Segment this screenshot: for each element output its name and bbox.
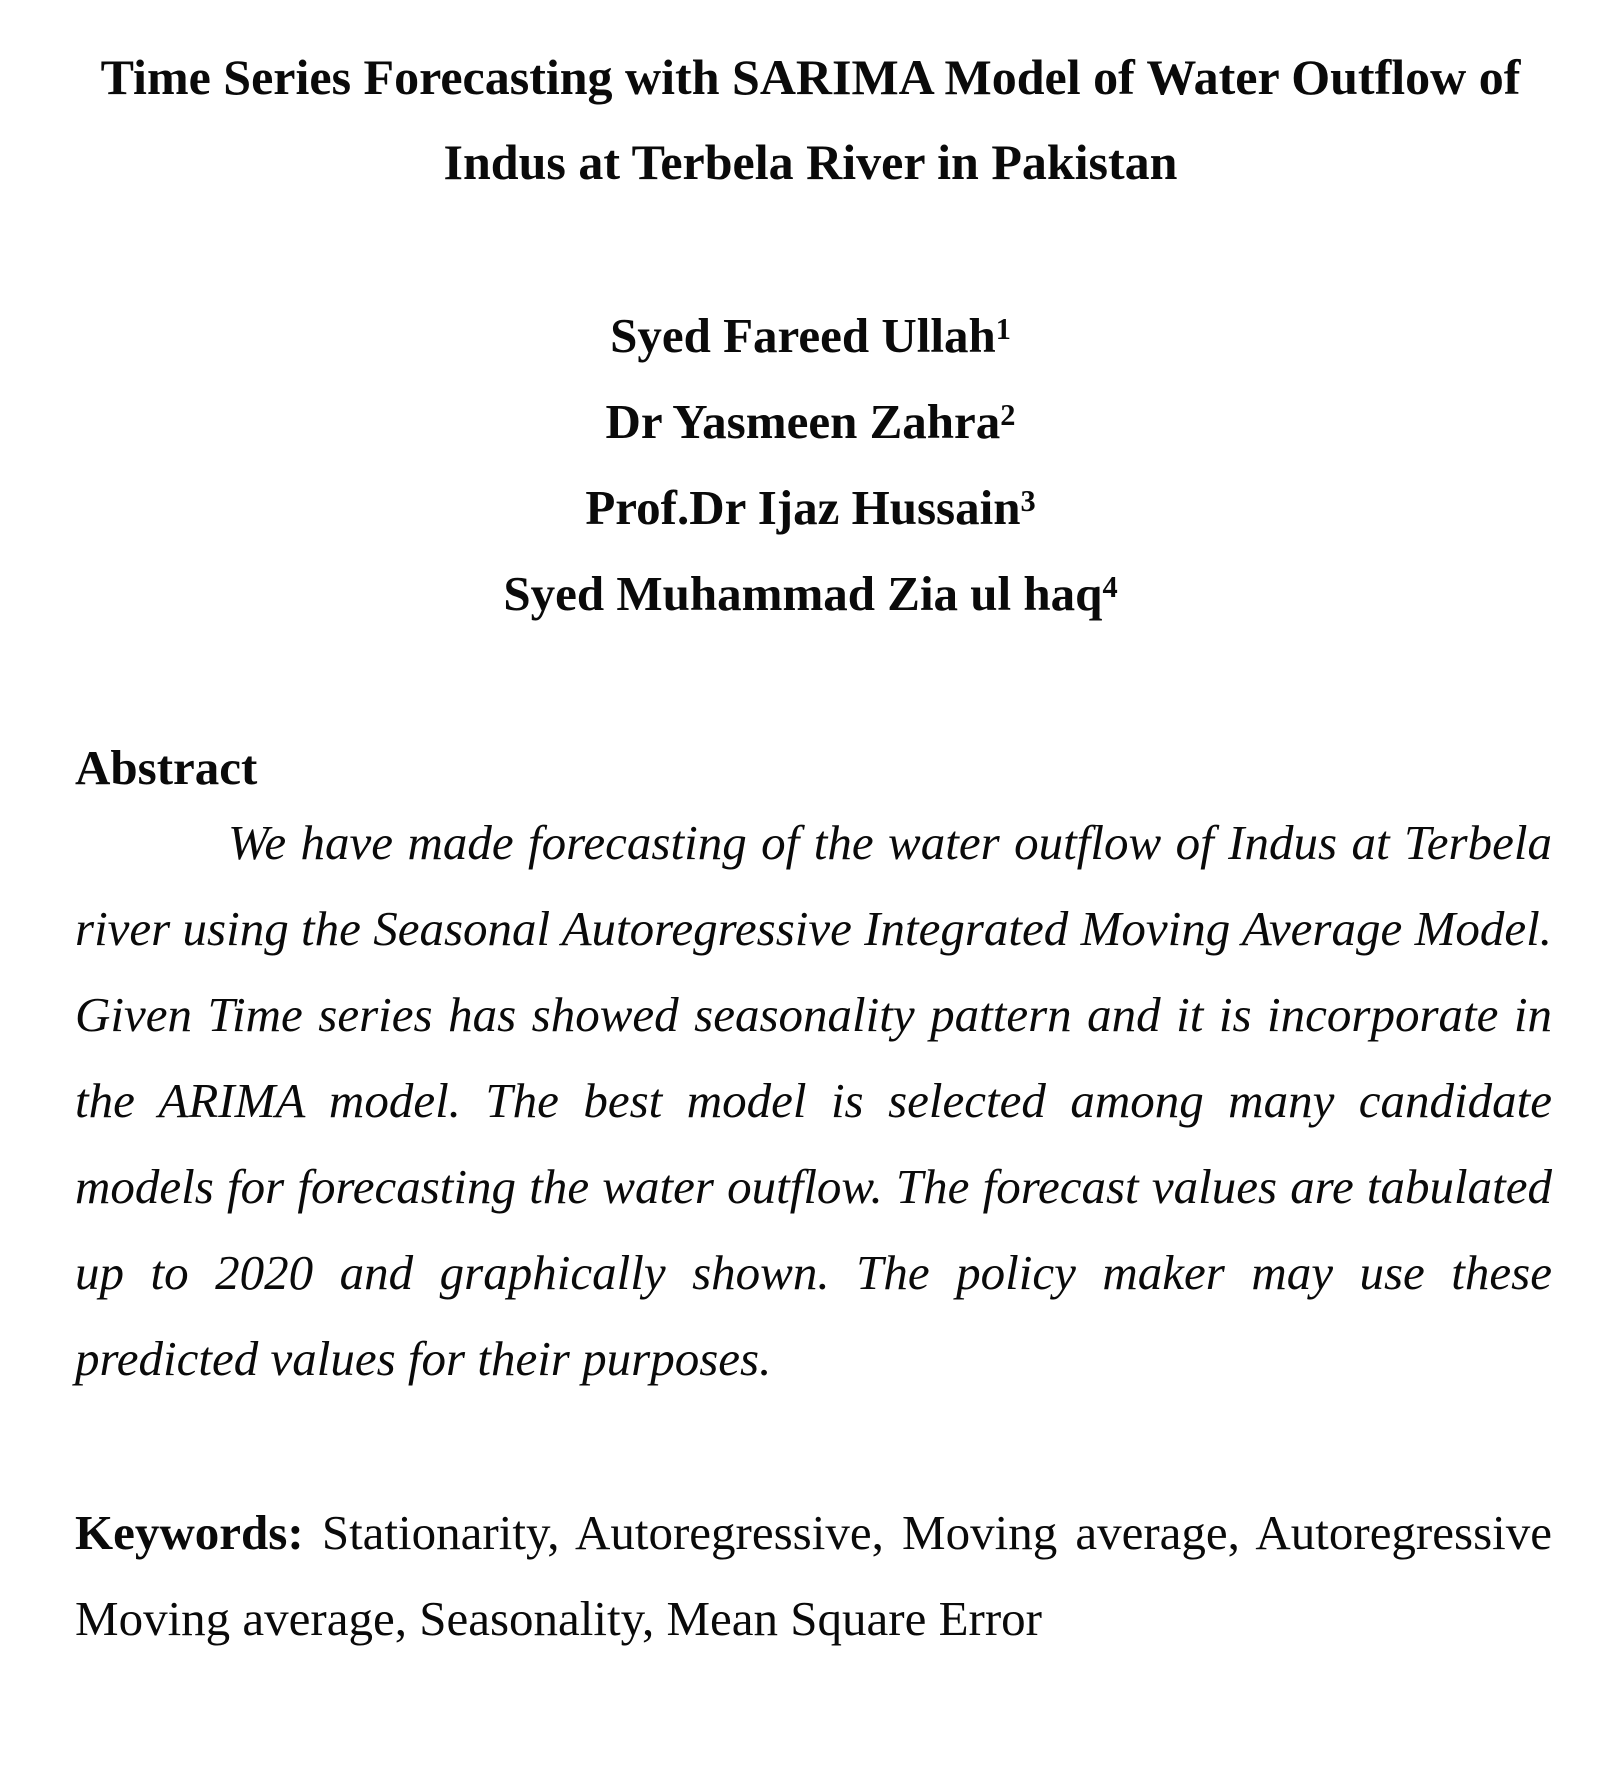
abstract-heading: Abstract bbox=[75, 740, 258, 795]
keywords-label: Keywords: bbox=[75, 1505, 304, 1560]
author-name: Dr Yasmeen Zahra bbox=[605, 394, 1001, 449]
affiliation-mark: 4 bbox=[1102, 570, 1118, 605]
keywords-section bbox=[75, 1490, 1552, 1662]
author-3 bbox=[0, 480, 1621, 535]
author-2 bbox=[0, 394, 1621, 449]
abstract-text: We have made forecasting of the water outflow of Indus at Terbela river using the Seasonal Autoregressive Integrated Moving Average Model. Given Time series has showed seasonality pattern and it is incorporate in the ARIMA model. The best model is selected among many candidate models for forecasting the water outflow. The forecast values are tabulated up to 2020 and graphically shown. The policy maker may use these predicted values for their purposes. bbox=[75, 815, 1552, 1386]
author-4 bbox=[0, 566, 1621, 621]
author-name: Syed Fareed Ullah bbox=[610, 308, 996, 363]
title-line-2: Indus at Terbela River in Pakistan bbox=[443, 134, 1178, 190]
author-name: Syed Muhammad Zia ul haq bbox=[503, 566, 1103, 621]
title-line-1: Time Series Forecasting with SARIMA Model of Water Outflow of bbox=[100, 49, 1521, 105]
affiliation-mark: 3 bbox=[1020, 484, 1036, 519]
affiliation-mark: 2 bbox=[1000, 398, 1016, 433]
author-1 bbox=[0, 308, 1621, 363]
author-name: Prof.Dr Ijaz Hussain bbox=[585, 480, 1021, 535]
affiliation-mark: 1 bbox=[995, 312, 1011, 347]
keywords-text: Stationarity, Autoregressive, Moving average, Autoregressive Moving average, Seasonality, Mean Square Error bbox=[75, 1505, 1553, 1646]
